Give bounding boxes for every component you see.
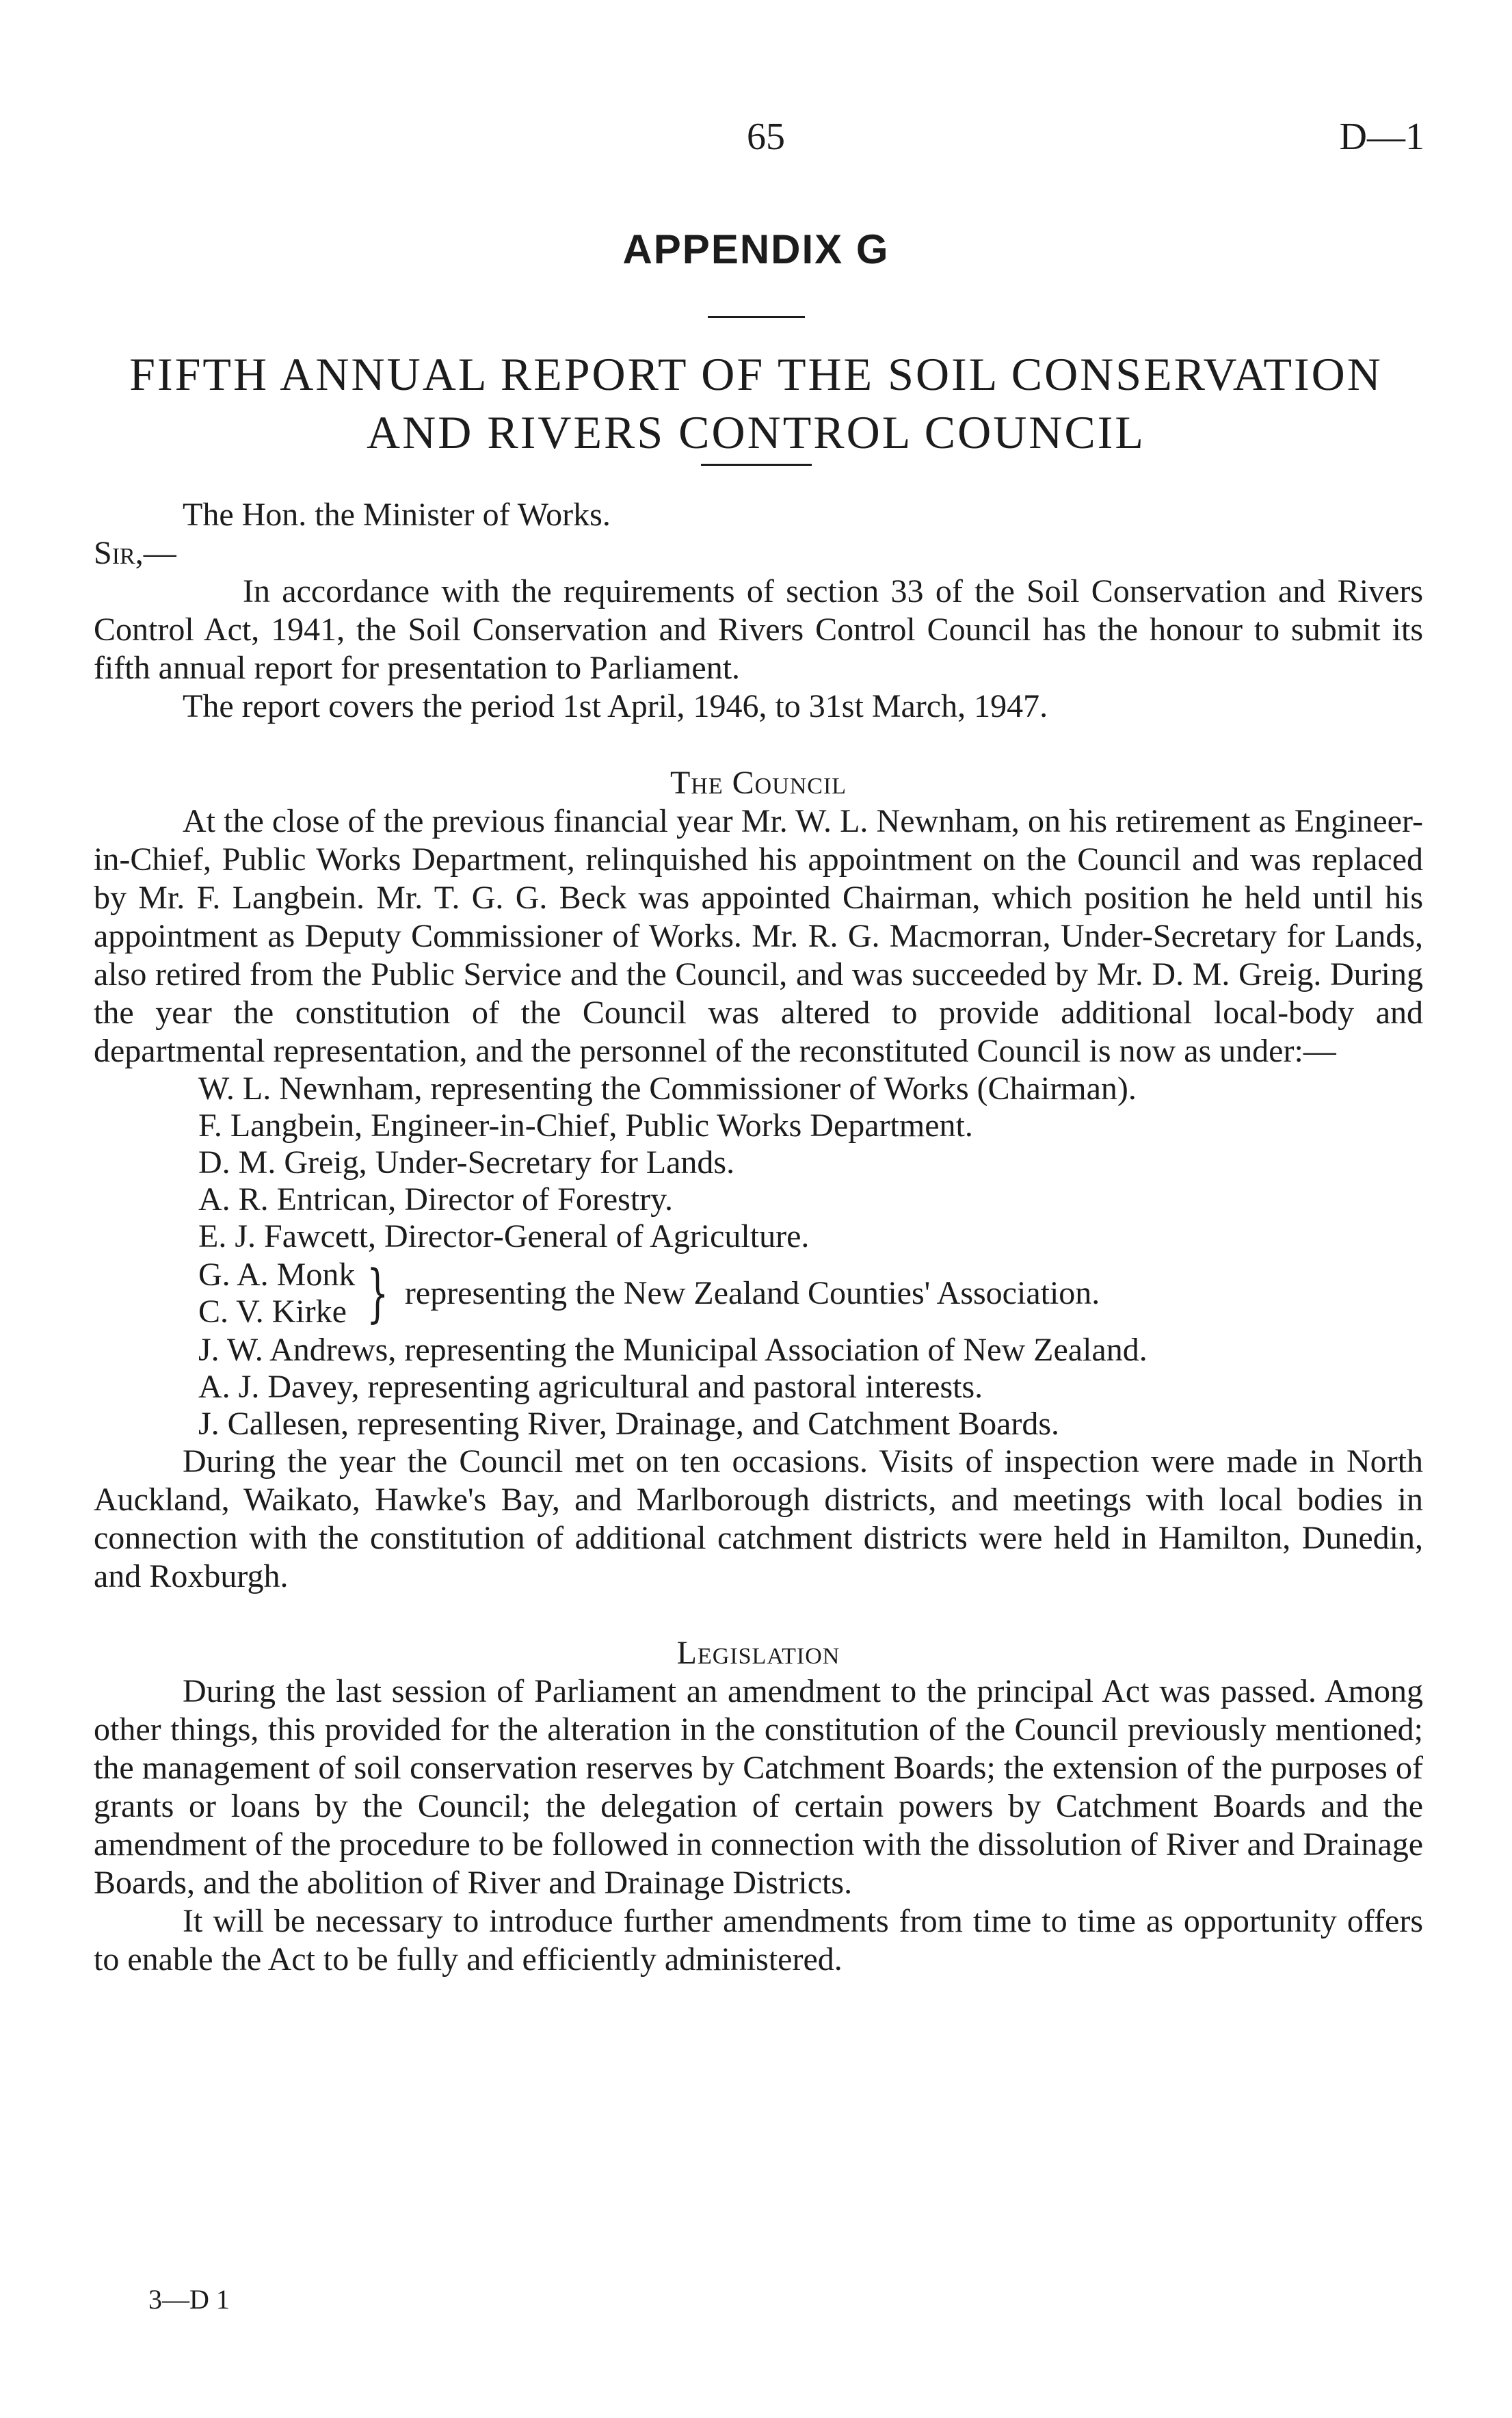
legislation-paragraph-2: It will be necessary to introduce further amendments from time to time as opportunity offers to enable the Act to be fully and efficiently administered.	[94, 1903, 1423, 1977]
report-title-line-1: FIFTH ANNUAL REPORT OF THE SOIL CONSERVATION	[129, 348, 1383, 400]
intro-paragraph: In accordance with the requirements of section 33 of the Soil Conservation and Rivers Control Act, 1941, the Soil Conservation and Rivers Control Council has the honour to submit its fifth annual report for presentation to Parliament.	[94, 573, 1423, 686]
member-line: F. Langbein, Engineer-in-Chief, Public Works Department.	[198, 1107, 973, 1144]
title-divider	[708, 316, 805, 318]
member-line: E. J. Fawcett, Director-General of Agriculture.	[198, 1218, 810, 1254]
member-line: D. M. Greig, Under-Secretary for Lands.	[198, 1144, 735, 1181]
legislation-heading: Legislation	[676, 1635, 840, 1671]
council-members-list	[198, 1070, 1423, 1443]
member-line: J. Callesen, representing River, Drainage, and Catchment Boards.	[198, 1406, 1060, 1442]
member-line: W. L. Newnham, representing the Commissioner of Works (Chairman).	[198, 1070, 1137, 1107]
council-heading: The Council	[669, 765, 847, 801]
member-line: A. J. Davey, representing agricultural and pastoral interests.	[198, 1369, 983, 1405]
member-line: J. W. Andrews, representing the Municipal Association of New Zealand.	[198, 1332, 1148, 1368]
period-paragraph: The report covers the period 1st April, 1946, to 31st March, 1947.	[183, 688, 1048, 724]
legislation-paragraph-1: During the last session of Parliament an amendment to the principal Act was passed. Among other things, this provided for the alteration in the constitution of the Council previously mentioned; the management of soil conservation reserves by Catchment Boards; the extension of the purposes of grants or loans by the Council; the delegation of certain powers by Catchment Boards and the amendment of the procedure to be followed in connection with the dissolution of River and Drainage Boards, and the abolition of River and Drainage Districts.	[94, 1673, 1423, 1901]
member-name: G. A. Monk	[198, 1257, 356, 1293]
member-name: C. V. Kirke	[198, 1293, 347, 1330]
meetings-paragraph: During the year the Council met on ten occasions. Visits of inspection were made in North Auckland, Waikato, Hawke's Bay, and Marlborough districts, and meetings with local bodies in connection with the constitution of additional catchment districts were held in Hamilton, Dunedin, and Roxburgh.	[94, 1443, 1423, 1594]
appendix-title: APPENDIX G	[622, 226, 890, 272]
report-body	[94, 496, 1423, 1979]
document-reference: D—1	[1339, 116, 1424, 158]
report-title	[0, 345, 1512, 462]
bracket-representation: representing the New Zealand Counties' Association.	[404, 1275, 1100, 1311]
member-line: A. R. Entrican, Director of Forestry.	[198, 1181, 674, 1218]
addressee: The Hon. the Minister of Works.	[183, 497, 611, 533]
report-title-divider	[701, 464, 812, 466]
council-paragraph: At the close of the previous financial year Mr. W. L. Newnham, on his retirement as Engineer-in-Chief, Public Works Department, relinquished his appointment on the Council and was replaced by Mr. F. Langbein. Mr. T. G. G. Beck was appointed Chairman, which position he held until his appointment as Deputy Commissioner of Works. Mr. R. G. Macmorran, Under-Secretary for Lands, also retired from the Public Service and the Council, and was succeeded by Mr. D. M. Greig. During the year the constitution of the Council was altered to provide additional local-body and departmental representation, and the personnel of the reconstituted Council is now as under:—	[94, 803, 1423, 1069]
salutation: Sir,—	[94, 535, 176, 571]
right-brace-icon: }	[367, 1257, 389, 1330]
report-title-line-2: AND RIVERS CONTROL COUNCIL	[367, 406, 1145, 458]
bracketed-members	[198, 1255, 1423, 1332]
footer-reference: 3—D 1	[148, 2284, 230, 2315]
page-number: 65	[747, 116, 785, 158]
